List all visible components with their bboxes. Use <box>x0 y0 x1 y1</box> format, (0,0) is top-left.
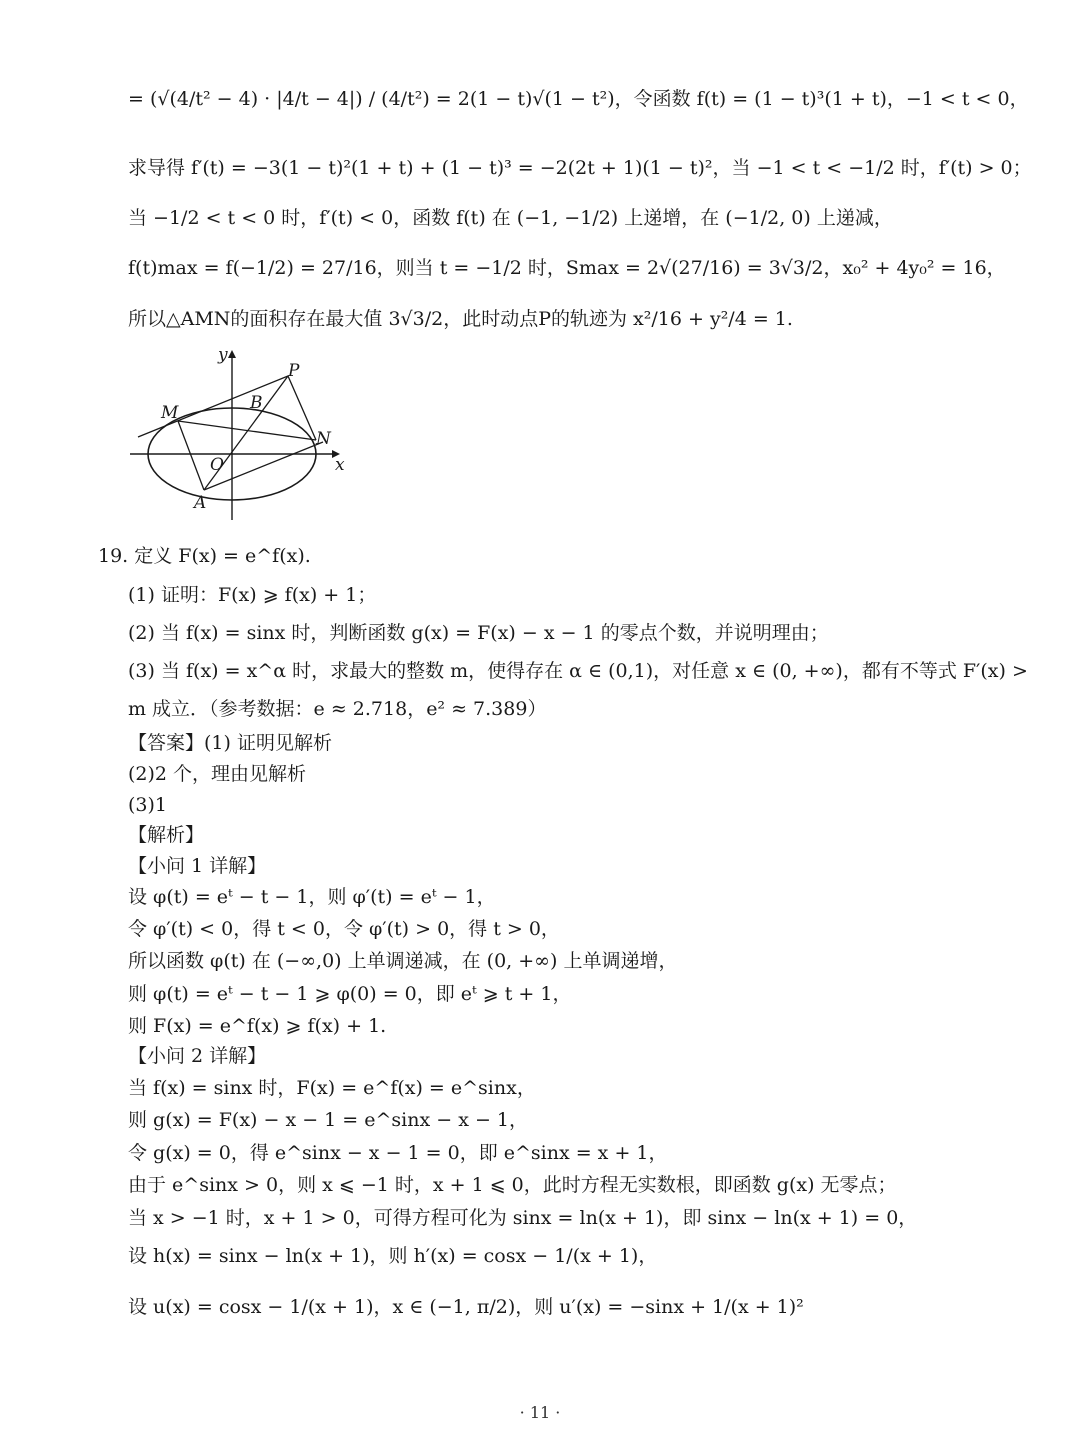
label-p: P <box>288 361 300 381</box>
answer-line: 由于 e^sinx > 0，则 x ⩽ −1 时，x + 1 ⩽ 0，此时方程无实数根，即函数 g(x) 无零点； <box>128 1174 897 1196</box>
solution_continued-line: f(t)max = f(−1/2) = 27/16，则当 t = −1/2 时，Smax = 2√(27/16) = 3√3/2，x₀² + 4y₀² = 16， <box>128 257 1006 279</box>
answer-line: 则 g(x) = F(x) − x − 1 = e^sinx − x − 1， <box>128 1109 529 1131</box>
question-line: (3) 当 f(x) = x^α 时，求最大的整数 m，使得存在 α ∈ (0,1)，对任意 x ∈ (0, +∞)，都有不等式 F′(x) > <box>128 660 1028 682</box>
question-line: 19. 定义 F(x) = e^f(x). <box>98 545 311 567</box>
solution_continued-line: 求导得 f′(t) = −3(1 − t)²(1 + t) + (1 − t)³ = −2(2t + 1)(1 − t)²，当 −1 < t < −1/2 时，f′(t) > 0； <box>128 157 1032 179</box>
label-n: N <box>316 429 331 449</box>
answer-line: 则 F(x) = e^f(x) ⩾ f(x) + 1. <box>128 1015 387 1037</box>
question-line: (2) 当 f(x) = sinx 时，判断函数 g(x) = F(x) − x − 1 的零点个数，并说明理由； <box>128 622 829 644</box>
y-axis-arrow <box>228 350 236 358</box>
answer-line: 所以函数 φ(t) 在 (−∞,0) 上单调递减，在 (0, +∞) 上单调递增， <box>128 950 678 972</box>
page-number: · 11 · <box>519 1403 561 1422</box>
answer-line: 【小问 2 详解】 <box>128 1045 267 1067</box>
label-b: B <box>250 393 263 413</box>
answer-line: 则 φ(t) = eᵗ − t − 1 ⩾ φ(0) = 0，即 eᵗ ⩾ t + 1， <box>128 983 572 1005</box>
answer-line: 令 g(x) = 0，得 e^sinx − x − 1 = 0，即 e^sinx = x + 1， <box>128 1142 668 1164</box>
answer-line: 【答案】(1) 证明见解析 <box>128 732 332 754</box>
answer-line: 当 f(x) = sinx 时，F(x) = e^f(x) = e^sinx， <box>128 1077 536 1099</box>
label-x: x <box>335 455 345 475</box>
label-m: M <box>161 403 179 423</box>
answer-line: 【解析】 <box>128 824 205 846</box>
answer-line: 设 h(x) = sinx − ln(x + 1)，则 h′(x) = cosx − 1/(x + 1)， <box>128 1245 658 1267</box>
answer-line: 令 φ′(t) < 0，得 t < 0，令 φ′(t) > 0，得 t > 0， <box>128 918 560 940</box>
line-ma <box>178 421 204 490</box>
line-pn <box>288 376 316 440</box>
solution_continued-line: 所以△AMN的面积存在最大值 3√3/2，此时动点P的轨迹为 x²/16 + y²/4 = 1. <box>128 308 793 330</box>
answer-line: (3)1 <box>128 794 168 816</box>
answer-line: 当 x > −1 时，x + 1 > 0，可得方程可化为 sinx = ln(x + 1)，即 sinx − ln(x + 1) = 0， <box>128 1207 918 1229</box>
label-o: O <box>210 455 224 475</box>
answer-line: 【小问 1 详解】 <box>128 855 267 877</box>
answer-line: 设 u(x) = cosx − 1/(x + 1)，x ∈ (−1, π/2)，则 u′(x) = −sinx + 1/(x + 1)² <box>128 1296 804 1318</box>
solution_continued-line: = (√(4/t² − 4) · |4/t − 4|) / (4/t²) = 2(1 − t)√(1 − t²)，令函数 f(t) = (1 − t)³(1 + t)，−1 < t < 0， <box>128 88 1029 110</box>
label-y: y <box>218 345 228 365</box>
question-line: m 成立．（参考数据：e ≈ 2.718，e² ≈ 7.389） <box>128 698 547 720</box>
ellipse-diagram <box>128 342 358 522</box>
question-line: (1) 证明：F(x) ⩾ f(x) + 1； <box>128 584 377 606</box>
solution_continued-line: 当 −1/2 < t < 0 时，f′(t) < 0，函数 f(t) 在 (−1, −1/2) 上递增，在 (−1/2, 0) 上递减， <box>128 207 893 229</box>
answer-line: (2)2 个，理由见解析 <box>128 763 307 785</box>
answer-line: 设 φ(t) = eᵗ − t − 1，则 φ′(t) = eᵗ − 1， <box>128 886 496 908</box>
label-a: A <box>194 493 207 513</box>
